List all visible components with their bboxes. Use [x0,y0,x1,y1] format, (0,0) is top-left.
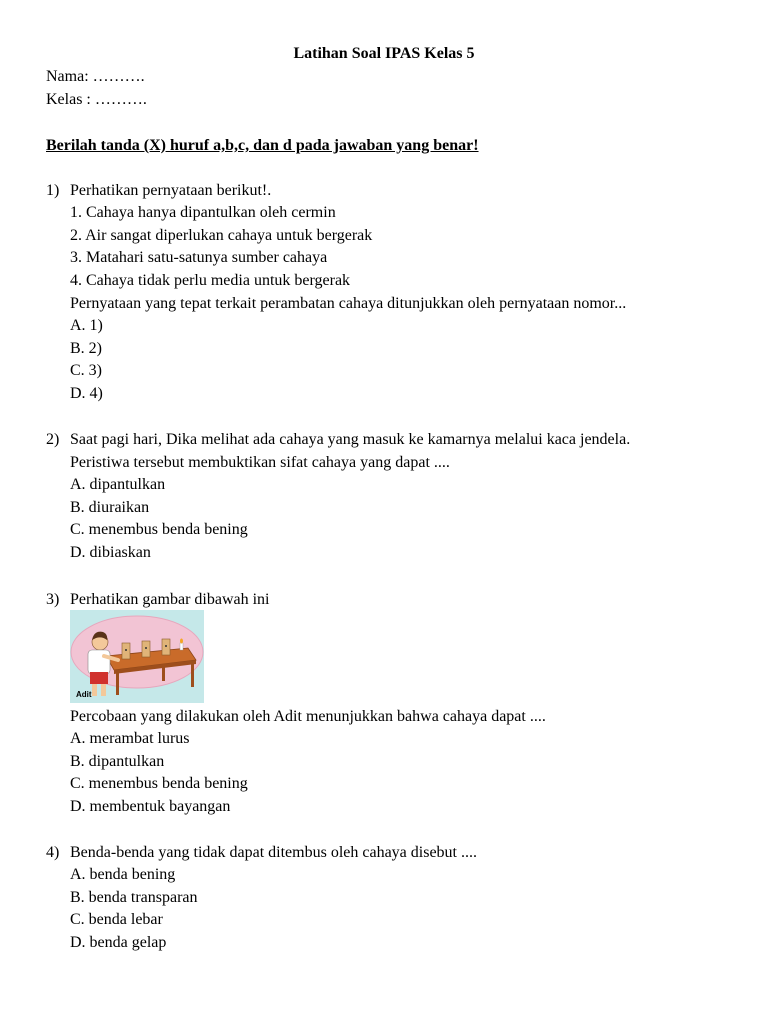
question-text-continued: Peristiwa tersebut membuktikan sifat cahaya yang dapat .... [70,454,450,471]
option-c[interactable]: C. menembus benda bening [70,775,248,792]
experiment-illustration [70,610,204,703]
question-prompt: Percobaan yang dilakukan oleh Adit menunjukkan bahwa cahaya dapat .... [70,708,546,725]
nama-field: Nama: ………. [46,68,145,85]
question-text: Saat pagi hari, Dika melihat ada cahaya yang masuk ke kamarnya melalui kaca jendela. [70,431,631,448]
option-a[interactable]: A. merambat lurus [70,730,190,747]
instruction-text: Berilah tanda (X) huruf a,b,c, dan d pada jawaban yang benar! [46,137,479,154]
option-c[interactable]: C. 3) [70,362,102,379]
question-number: 4) [46,844,60,861]
kelas-field: Kelas : ………. [46,91,147,108]
option-b[interactable]: B. diuraikan [70,499,150,516]
question-number: 1) [46,182,60,199]
question-number: 3) [46,591,60,608]
option-a[interactable]: A. dipantulkan [70,476,166,493]
option-a[interactable]: A. 1) [70,317,103,334]
statement-item: 2. Air sangat diperlukan cahaya untuk bergerak [70,227,373,244]
option-d[interactable]: D. benda gelap [70,934,167,951]
statement-item: 3. Matahari satu-satunya sumber cahaya [70,249,328,266]
option-c[interactable]: C. benda lebar [70,911,163,928]
figure-label: Adit [76,690,92,699]
statement-item: 4. Cahaya tidak perlu media untuk bergerak [70,272,351,289]
question-prompt: Pernyataan yang tepat terkait perambatan cahaya ditunjukkan oleh pernyataan nomor... [70,295,627,312]
question-text: Perhatikan pernyataan berikut!. [70,182,272,199]
question-text: Benda-benda yang tidak dapat ditembus oleh cahaya disebut .... [70,844,477,861]
option-c[interactable]: C. menembus benda bening [70,521,248,538]
page-title: Latihan Soal IPAS Kelas 5 [293,45,475,62]
option-a[interactable]: A. benda bening [70,866,176,883]
question-text: Perhatikan gambar dibawah ini [70,591,270,608]
option-b[interactable]: B. 2) [70,340,102,357]
option-b[interactable]: B. benda transparan [70,889,198,906]
option-d[interactable]: D. dibiaskan [70,544,151,561]
option-d[interactable]: D. 4) [70,385,103,402]
question-number: 2) [46,431,60,448]
option-b[interactable]: B. dipantulkan [70,753,165,770]
option-d[interactable]: D. membentuk bayangan [70,798,231,815]
statement-item: 1. Cahaya hanya dipantulkan oleh cermin [70,204,336,221]
